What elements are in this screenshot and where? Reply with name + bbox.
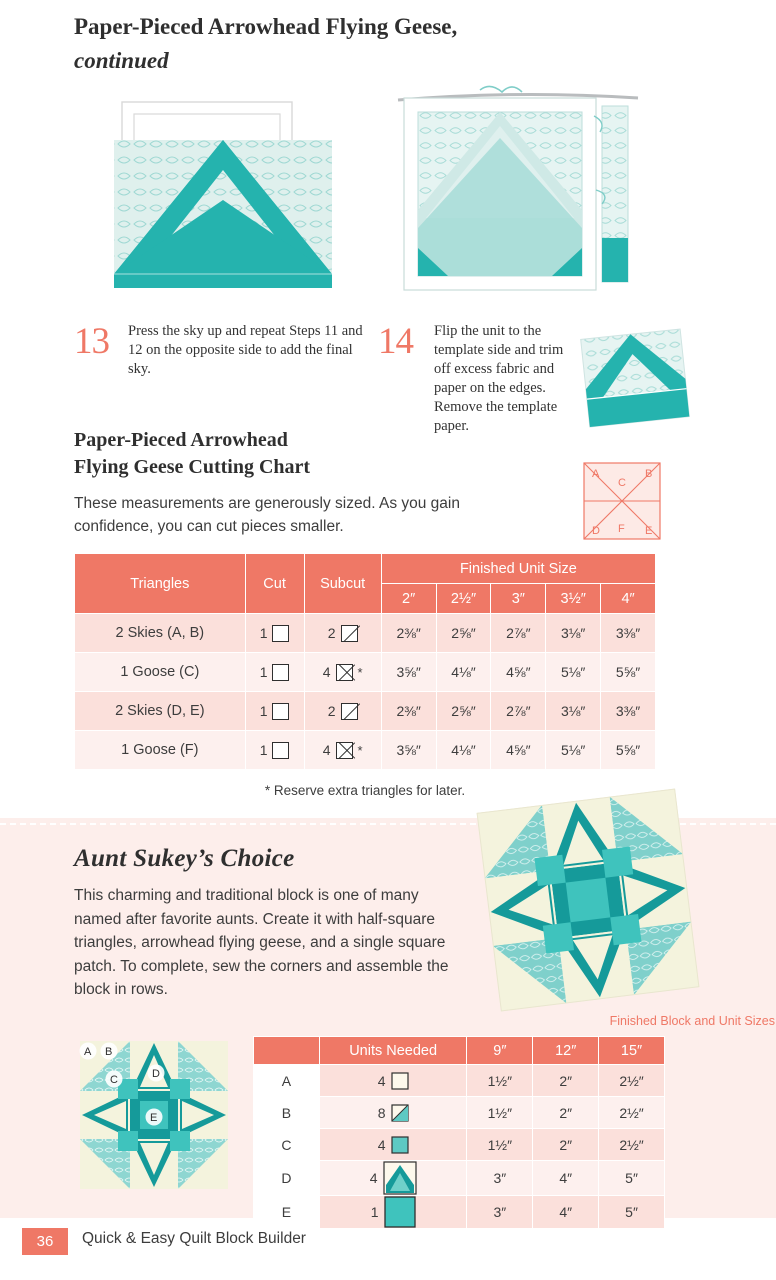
cell-size: 4⅝″ (491, 731, 546, 770)
header-units-needed: Units Needed (319, 1037, 467, 1065)
cutting-chart-table (74, 553, 656, 770)
unit-count: 1 (370, 1204, 379, 1220)
unit-count: 8 (377, 1104, 386, 1121)
header-size-3h: 3½″ (546, 584, 601, 614)
step-13-illustration (100, 88, 370, 308)
cell-size: 2″ (533, 1065, 599, 1097)
table-row (75, 653, 656, 692)
cell-size: 5⅛″ (546, 731, 601, 770)
cross-cut-icon (336, 664, 353, 681)
cell-size: 1½″ (467, 1065, 533, 1097)
cell-units-needed (319, 1196, 467, 1229)
cutting-chart-key-diagram (583, 462, 661, 540)
cutting-chart-intro: These measurements are generously sized. As you gain confidence, you can cut pieces smaller. (74, 495, 460, 535)
cell-letter: B (254, 1097, 320, 1129)
cell-size: 2½″ (599, 1065, 665, 1097)
header-triangles: Triangles (75, 554, 246, 614)
cutting-chart-heading (74, 427, 394, 481)
cell-letter: D (254, 1161, 320, 1196)
svg-text:A: A (84, 1046, 92, 1058)
cell-size: 2½″ (599, 1129, 665, 1161)
aunt-sukeys-choice-block-image (470, 788, 706, 1018)
cell-size: 5⅝″ (601, 731, 656, 770)
cell-size: 2⅞″ (491, 614, 546, 653)
table-row (75, 731, 656, 770)
block-section-body: This charming and traditional block is one of many named after favorite aunts. Create it with half-square triangles, arrowhead flying geese, and a single square patch. To complete, sew the corners and assemble the block in rows. (74, 887, 449, 998)
svg-text:F: F (618, 523, 625, 535)
half-square-triangle-icon (391, 1104, 409, 1122)
page-title-main: Paper-Pieced Arrowhead Flying Geese, (74, 14, 458, 39)
cell-size: 3⅜″ (601, 692, 656, 731)
units-table-header-row (254, 1037, 665, 1065)
cell-units-needed (319, 1097, 467, 1129)
cell-size: 3⅛″ (546, 614, 601, 653)
page-title (74, 10, 694, 78)
cutting-chart-heading-line2: Flying Geese Cutting Chart (74, 456, 311, 478)
units-needed-table (253, 1036, 665, 1229)
cell-subcut (304, 653, 381, 692)
cell-size: 3⅛″ (546, 692, 601, 731)
header-subcut: Subcut (304, 554, 381, 614)
finished-unit-illustration (573, 328, 697, 428)
header-size-12: 12″ (533, 1037, 599, 1065)
svg-text:B: B (645, 468, 653, 480)
cell-size: 5″ (599, 1196, 665, 1229)
table-row (254, 1065, 665, 1097)
cell-units-needed (319, 1065, 467, 1097)
cell-letter: A (254, 1065, 320, 1097)
arrowhead-flying-geese-icon (383, 1161, 417, 1195)
header-size-4: 4″ (601, 584, 656, 614)
svg-text:E: E (645, 525, 653, 537)
step-13-number: 13 (74, 321, 109, 362)
cell-size: 3″ (467, 1161, 533, 1196)
header-size-9: 9″ (467, 1037, 533, 1065)
cell-cut (245, 731, 304, 770)
finished-block-sizes-caption: Finished Block and Unit Sizes (609, 1014, 775, 1028)
page-title-continued: continued (74, 48, 169, 73)
table-row (254, 1196, 665, 1229)
cell-size: 4″ (533, 1161, 599, 1196)
subcut-count: 4 (322, 664, 331, 680)
cell-triangles: 1 Goose (F) (75, 731, 246, 770)
cell-subcut (304, 692, 381, 731)
cross-cut-icon (336, 742, 353, 759)
subcut-count: 2 (327, 703, 336, 719)
cutting-chart-footnote: * Reserve extra triangles for later. (264, 783, 466, 798)
svg-text:E: E (150, 1112, 158, 1124)
cell-size: 1½″ (467, 1129, 533, 1161)
page-number-badge: 36 (22, 1228, 68, 1255)
cell-cut (245, 692, 304, 731)
cell-size: 5⅝″ (601, 653, 656, 692)
square-shape-icon (272, 703, 289, 720)
header-size-2h: 2½″ (436, 584, 491, 614)
cell-size: 2⅝″ (436, 692, 491, 731)
cell-size: 3″ (467, 1196, 533, 1229)
cell-subcut (304, 614, 381, 653)
svg-text:B: B (105, 1046, 113, 1058)
cut-count: 1 (259, 625, 268, 641)
square-patch-icon (384, 1196, 416, 1228)
cell-units-needed (319, 1161, 467, 1196)
cell-size: 2½″ (599, 1097, 665, 1129)
subcut-count: 4 (322, 742, 331, 758)
table-header-row (75, 554, 656, 584)
cell-triangles: 2 Skies (A, B) (75, 614, 246, 653)
table-row (254, 1161, 665, 1196)
cell-cut (245, 614, 304, 653)
cell-size: 3⅝″ (381, 731, 436, 770)
square-shape-icon (272, 742, 289, 759)
svg-text:C: C (618, 477, 626, 489)
svg-text:D: D (152, 1068, 160, 1080)
cell-size: 5″ (599, 1161, 665, 1196)
header-size-15: 15″ (599, 1037, 665, 1065)
block-diagram-labeled (74, 1035, 234, 1195)
svg-text:A: A (592, 468, 600, 480)
footer-book-title: Quick & Easy Quilt Block Builder (82, 1230, 306, 1247)
cell-size: 2⅞″ (491, 692, 546, 731)
cell-subcut (304, 731, 381, 770)
cell-size: 4″ (533, 1196, 599, 1229)
header-size-3: 3″ (491, 584, 546, 614)
unit-count: 4 (377, 1136, 386, 1153)
table-row (75, 614, 656, 653)
cut-count: 1 (259, 742, 268, 758)
table-row (75, 692, 656, 731)
cell-size: 1½″ (467, 1097, 533, 1129)
diagonal-cut-icon (341, 703, 358, 720)
cell-size: 5⅛″ (546, 653, 601, 692)
svg-text:D: D (592, 525, 600, 537)
cell-units-needed (319, 1129, 467, 1161)
cell-size: 2″ (533, 1129, 599, 1161)
square-plain-icon (391, 1072, 409, 1090)
table-row (254, 1129, 665, 1161)
header-cut: Cut (245, 554, 304, 614)
header-size-2: 2″ (381, 584, 436, 614)
unit-count: 4 (377, 1072, 386, 1089)
square-shape-icon (272, 625, 289, 642)
footnote-star: * (357, 664, 363, 680)
unit-count: 4 (369, 1170, 378, 1186)
step-13-text: Press the sky up and repeat Steps 11 and 12 on the opposite side to add the final sky. (128, 323, 363, 377)
square-teal-icon (391, 1136, 409, 1154)
cell-triangles: 2 Skies (D, E) (75, 692, 246, 731)
square-shape-icon (272, 664, 289, 681)
step-14-illustration (388, 78, 648, 310)
cell-size: 4⅝″ (491, 653, 546, 692)
cell-cut (245, 653, 304, 692)
cell-size: 2″ (533, 1097, 599, 1129)
cut-count: 1 (259, 703, 268, 719)
cut-count: 1 (259, 664, 268, 680)
cell-triangles: 1 Goose (C) (75, 653, 246, 692)
header-finished-unit-size: Finished Unit Size (381, 554, 655, 584)
cell-letter: C (254, 1129, 320, 1161)
cutting-chart-heading-line1: Paper-Pieced Arrowhead (74, 429, 288, 451)
subcut-count: 2 (327, 625, 336, 641)
cell-size: 3⅝″ (381, 653, 436, 692)
block-section-title: Aunt Sukey’s Choice (74, 845, 295, 872)
footnote-star: * (357, 742, 363, 758)
step-14-number: 14 (378, 321, 413, 362)
cell-size: 2⅜″ (381, 692, 436, 731)
cell-size: 2⅜″ (381, 614, 436, 653)
diagonal-cut-icon (341, 625, 358, 642)
step-14-text: Flip the unit to the template side and trim off excess fabric and paper on the edges. Remove the template paper. (434, 323, 564, 434)
cell-size: 3⅜″ (601, 614, 656, 653)
table-row (254, 1097, 665, 1129)
cell-size: 4⅛″ (436, 653, 491, 692)
header-letter (254, 1037, 320, 1065)
cell-letter: E (254, 1196, 320, 1229)
svg-text:C: C (110, 1074, 118, 1086)
cell-size: 4⅛″ (436, 731, 491, 770)
cell-size: 2⅝″ (436, 614, 491, 653)
